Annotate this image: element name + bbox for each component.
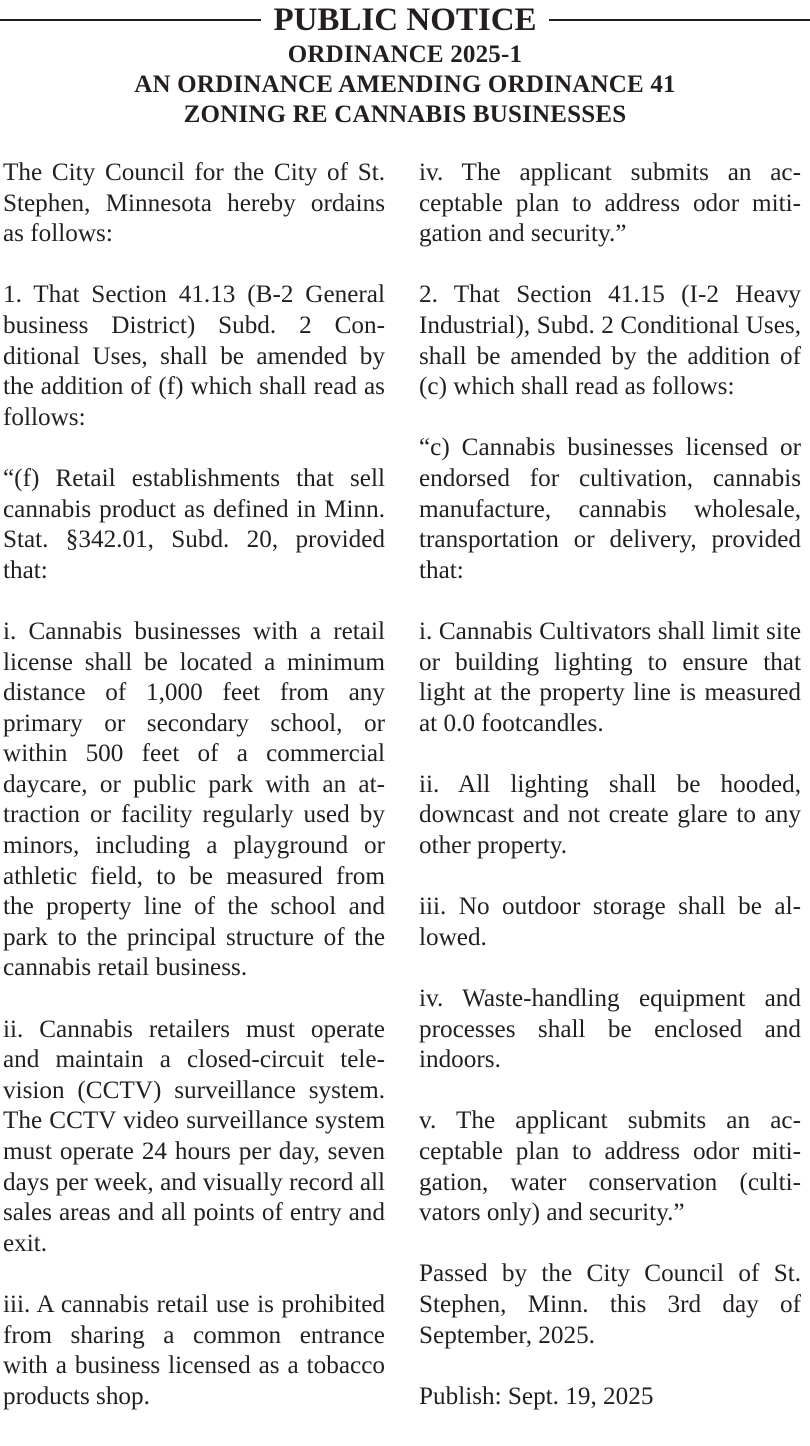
notice-header	[0, 0, 810, 130]
notice-title-row	[0, 0, 810, 40]
cctv-paragraph: ii. Cannabis retailers must operate and maintain a closed-circuit television (CCTV) surveillance system. The CCTV video surveillance system must operate 24 hours per day, seven days per week, and visually record all sales areas and all points of entry and exit.	[3, 1015, 385, 1257]
retail-establishments-paragraph: “(f) Retail establishments that sell cannabis product as defined in Minn. Stat. §342.01, Subd. 20, provided that:	[3, 464, 385, 584]
section-41-15-paragraph: 2. That Section 41.15 (I-2 Heavy Industrial), Subd. 2 Conditional Uses, shall be amended by the addition of (c) which shall read as follows:	[419, 281, 801, 401]
waste-handling-paragraph: iv. Waste-handling equipment and processes shall be enclosed and indoors.	[419, 985, 801, 1074]
ordinance-subtitle-line-1: AN ORDINANCE AMENDING ORDINANCE 41	[134, 71, 676, 98]
right-column	[419, 158, 801, 1412]
retail-distance-paragraph: i. Cannabis businesses with a retail license shall be located a minimum distance of 1,000 feet from any primary or secondary school, or within 500 feet of a commercial daycare, or public park with an attraction or facility regularly used by minors, including a playground or athletic field, to be measured from the property line of the school and park to the principal structure of the cannabis retail business.	[3, 617, 385, 982]
passed-by-paragraph: Passed by the City Council of St. Stephen, Minn. this 3rd day of September, 2025.	[419, 1260, 801, 1349]
common-entrance-paragraph: iii. A cannabis retail use is prohibited from sharing a common entrance with a business licensed as a tobacco products shop.	[3, 1290, 385, 1410]
applicant-plan-paragraph: v. The applicant submits an acceptable plan to address odor mitigation, water conservation (cultivators only) and security.”	[419, 1107, 801, 1227]
section-41-13-paragraph: 1. That Section 41.13 (B-2 General business District) Subd. 2 Conditional Uses, shall be amended by the addition of (f) which shall read as follows:	[3, 281, 385, 431]
hooded-lighting-paragraph: ii. All lighting shall be hooded, downcast and not create glare to any other property.	[419, 770, 801, 860]
ordinance-number: ORDINANCE 2025-1	[287, 41, 523, 68]
ordinance-subtitle-line-2: ZONING RE CANNABIS BUSINESSES	[183, 101, 627, 128]
notice-title: PUBLIC NOTICE	[273, 2, 537, 38]
cannabis-businesses-paragraph: “c) Cannabis businesses licensed or endorsed for cultivation, cannabis manufacture, cannabis wholesale, transportation or delivery, provided that:	[419, 434, 801, 584]
left-rule	[0, 19, 261, 21]
right-rule	[549, 19, 810, 21]
left-column	[3, 158, 385, 1412]
cultivator-lighting-paragraph: i. Cannabis Cultivators shall limit site or building lighting to ensure that light at the property line is measured at 0.0 footcandles.	[419, 617, 801, 737]
odor-plan-paragraph: iv. The applicant submits an acceptable plan to address odor mitigation and security.”	[419, 159, 801, 248]
intro-paragraph: The City Council for the City of St. Stephen, Minnesota hereby ordains as follows:	[3, 159, 385, 248]
publish-date: Publish: Sept. 19, 2025	[419, 1382, 654, 1410]
outdoor-storage-paragraph: iii. No outdoor storage shall be allowed.	[419, 893, 801, 951]
